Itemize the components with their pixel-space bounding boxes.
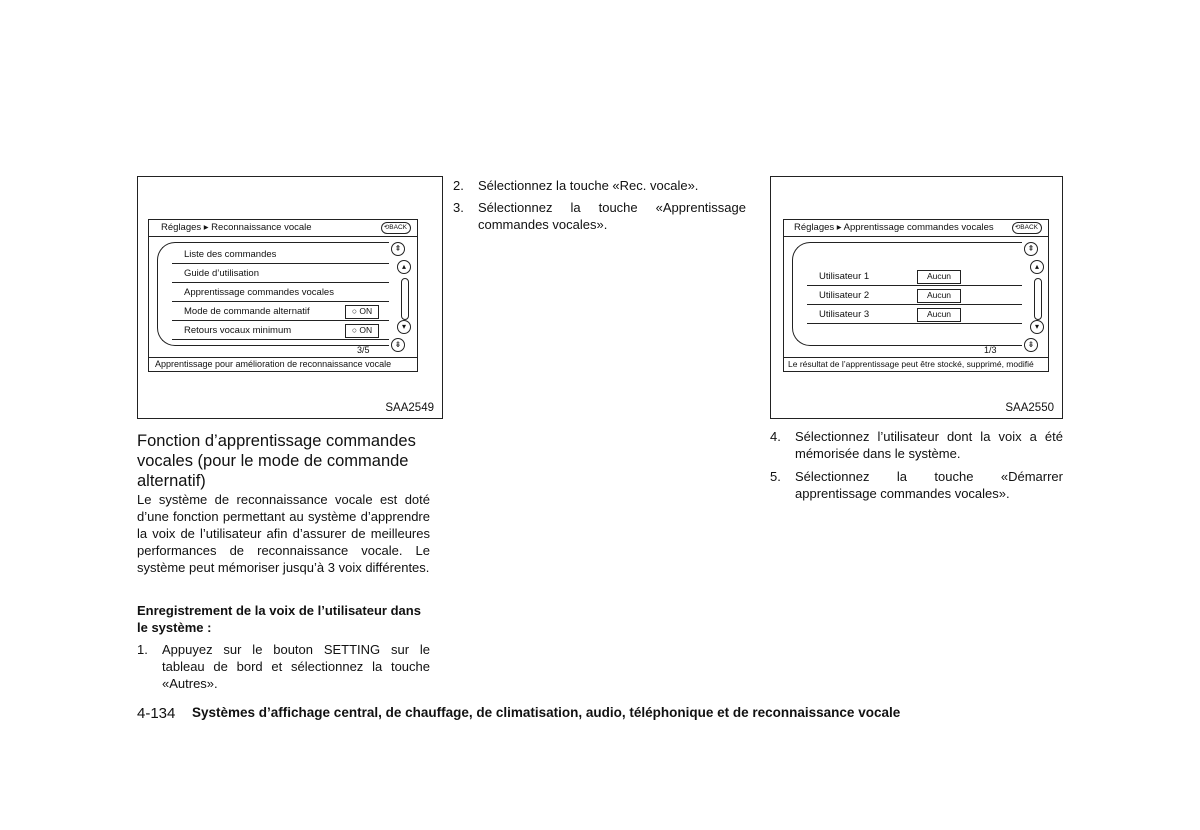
user-list <box>792 242 1022 346</box>
heading-text: Fonction d’apprentissage commandes vocales (pour le mode de commande alternatif) <box>137 432 416 490</box>
step-number: 3. <box>453 200 464 215</box>
section-heading <box>137 431 437 491</box>
user-status-button[interactable]: Aucun <box>917 308 961 322</box>
step-4 <box>770 428 1063 462</box>
list-item-label: Retours vocaux minimum <box>184 325 292 336</box>
scroll-down-icon[interactable]: ▾ <box>1030 320 1044 334</box>
step-number: 4. <box>770 429 781 444</box>
screen-footer: Apprentissage pour amélioration de reconnaissance vocale <box>149 357 417 371</box>
screen-footer: Le résultat de l’apprentissage peut être stocké, supprimé, modifié <box>784 357 1048 371</box>
step-3 <box>453 199 746 233</box>
back-button[interactable]: ⟲BACK <box>1012 222 1042 234</box>
toggle-on[interactable]: ○ ON <box>345 305 379 319</box>
list-item[interactable] <box>172 321 389 340</box>
intro-paragraph: Le système de reconnaissance vocale est doté d’une fonction permettant au système d’apprendre la voix de l’utilisateur afin d’assurer de meilleures performances de reconnaissance vocale. Le système peut mémoriser jusqu’à 3 voix différentes. <box>137 492 430 575</box>
toggle-label: ON <box>359 306 373 316</box>
back-label: BACK <box>1020 224 1038 231</box>
figure-caption: SAA2549 <box>385 402 434 414</box>
list-item-label: Liste des commandes <box>184 249 277 260</box>
list-item-label: Apprentissage commandes vocales <box>184 287 334 298</box>
step-5 <box>770 468 1063 502</box>
page-indicator: 3/5 <box>357 345 370 355</box>
list-item[interactable] <box>172 264 389 283</box>
toggle-on[interactable]: ○ ON <box>345 324 379 338</box>
page-number: 4-134 <box>137 705 176 722</box>
step-2 <box>453 177 746 194</box>
user-row[interactable] <box>807 305 1022 324</box>
list-item[interactable] <box>172 302 389 321</box>
back-button[interactable]: ⟲BACK <box>381 222 411 234</box>
scroll-bottom-icon[interactable]: ⇟ <box>1024 338 1038 352</box>
figure-left <box>137 176 443 419</box>
scroll-down-icon[interactable]: ▾ <box>397 320 411 334</box>
step-text: Appuyez sur le bouton SETTING sur le tableau de bord et sélectionnez la touche «Autres». <box>162 642 430 691</box>
list-item-label: Mode de commande alternatif <box>184 306 310 317</box>
step-text: Sélectionnez la touche «Démarrer apprentissage commandes vocales». <box>795 469 1063 501</box>
user-label: Utilisateur 1 <box>819 271 870 282</box>
list-item-label: Guide d’utilisation <box>184 268 259 279</box>
user-status-button[interactable]: Aucun <box>917 270 961 284</box>
step-number: 2. <box>453 178 464 193</box>
step-text: Sélectionnez la touche «Apprentissage commandes vocales». <box>478 200 746 232</box>
user-label: Utilisateur 3 <box>819 309 870 320</box>
user-row[interactable] <box>807 286 1022 305</box>
screen-title: Réglages ▸ Reconnaissance vocale <box>161 222 312 233</box>
list-item[interactable] <box>172 245 389 264</box>
list-item[interactable] <box>172 283 389 302</box>
step-number: 5. <box>770 469 781 484</box>
step-number: 1. <box>137 642 148 657</box>
back-label: BACK <box>389 224 407 231</box>
scroll-up-icon[interactable]: ▴ <box>397 260 411 274</box>
scroll-top-icon[interactable]: ⇞ <box>391 242 405 256</box>
step-text: Sélectionnez la touche «Rec. vocale». <box>478 178 699 193</box>
scroll-bottom-icon[interactable]: ⇟ <box>391 338 405 352</box>
menu-list <box>157 242 389 346</box>
screen-voice-training <box>783 219 1049 372</box>
step-text: Sélectionnez l’utilisateur dont la voix a été mémorisée dans le système. <box>795 429 1063 461</box>
scroll-top-icon[interactable]: ⇞ <box>1024 242 1038 256</box>
subheading: Enregistrement de la voix de l’utilisateur dans le système : <box>137 603 421 635</box>
screen-title: Réglages ▸ Apprentissage commandes vocales <box>794 222 994 233</box>
screen-voice-recognition <box>148 219 418 372</box>
step-1 <box>137 641 430 692</box>
user-status-button[interactable]: Aucun <box>917 289 961 303</box>
figure-caption: SAA2550 <box>1005 402 1054 414</box>
user-label: Utilisateur 2 <box>819 290 870 301</box>
scroll-up-icon[interactable]: ▴ <box>1030 260 1044 274</box>
scrollbar-track[interactable] <box>1034 278 1042 320</box>
scrollbar-track[interactable] <box>401 278 409 320</box>
figure-right <box>770 176 1063 419</box>
user-row[interactable] <box>807 267 1022 286</box>
toggle-label: ON <box>359 325 373 335</box>
screen-header <box>784 220 1048 237</box>
chapter-title: Systèmes d’affichage central, de chauffage, de climatisation, audio, téléphonique et de reconnaissance vocale <box>192 705 901 720</box>
page-indicator: 1/3 <box>984 345 997 355</box>
screen-header <box>149 220 417 237</box>
